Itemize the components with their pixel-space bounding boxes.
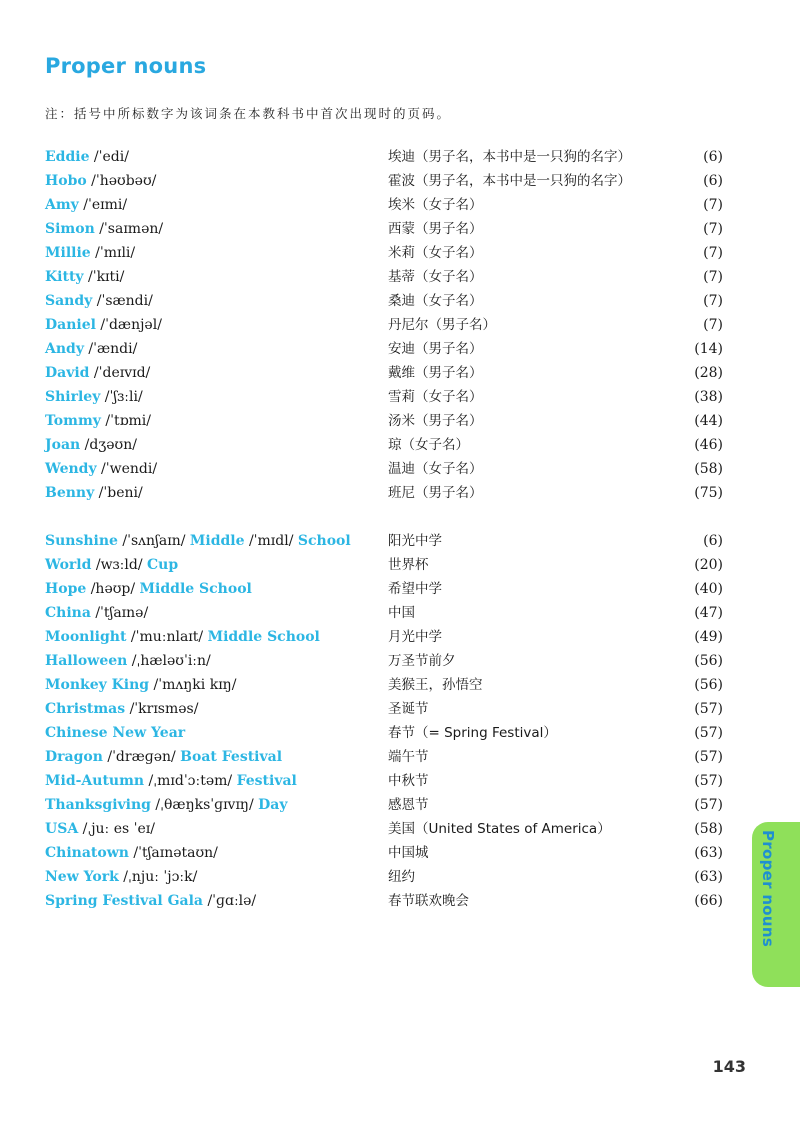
entry-page: (57): [694, 797, 723, 813]
entry-term: [45, 866, 197, 888]
entry-translation: 西蒙（男子名）: [388, 221, 483, 237]
entry-word: Simon: [45, 221, 95, 237]
entry-page: (63): [694, 845, 723, 861]
entry-page: (58): [694, 461, 723, 477]
entry-term: [45, 362, 150, 384]
entry-word: Daniel: [45, 317, 96, 333]
entry-row: [0, 794, 800, 816]
entry-term: [45, 578, 252, 600]
entry-term: [45, 434, 137, 456]
entry-phonetic: /ˈændi/: [83, 341, 138, 357]
entry-phonetic: /ˈsændi/: [92, 293, 153, 309]
entry-page: (7): [703, 245, 723, 261]
entry-page: (47): [694, 605, 723, 621]
entry-translation: 丹尼尔（男子名）: [388, 317, 496, 333]
entry-word: Sunshine: [45, 533, 118, 549]
entry-row: [0, 554, 800, 576]
entry-row: [0, 242, 800, 264]
entry-row: [0, 410, 800, 432]
entry-phonetic: /ˈbeni/: [94, 485, 143, 501]
entry-row: [0, 194, 800, 216]
entry-row: [0, 290, 800, 312]
entry-phonetic: /ˈtʃaɪnətaʊn/: [128, 845, 218, 861]
entry-page: (75): [694, 485, 723, 501]
entry-word: Chinatown: [45, 845, 129, 861]
entry-page: (58): [694, 821, 723, 837]
entry-row: [0, 386, 800, 408]
entry-phonetic: /ˈmɪli/: [90, 245, 136, 261]
entry-translation: 埃迪（男子名，本书中是一只狗的名字）: [388, 149, 631, 165]
entry-row: [0, 530, 800, 552]
entry-page: (57): [694, 725, 723, 741]
entry-row: [0, 866, 800, 888]
entry-page: (7): [703, 221, 723, 237]
entry-translation: 安迪（男子名）: [388, 341, 483, 357]
entry-page: (7): [703, 269, 723, 285]
entry-term: [45, 626, 320, 648]
entry-translation: 春节联欢晚会: [388, 893, 469, 909]
entry-translation: 中国城: [388, 845, 429, 861]
entry-row: [0, 482, 800, 504]
entry-word: Dragon: [45, 749, 103, 765]
entry-row: [0, 170, 800, 192]
entry-phonetic: /ˈeɪmi/: [78, 197, 128, 213]
entry-word: Middle School: [139, 581, 252, 597]
entry-word: Benny: [45, 485, 95, 501]
entry-word: Tommy: [45, 413, 101, 429]
entry-term: [45, 674, 236, 696]
entry-row: [0, 458, 800, 480]
entry-row: [0, 890, 800, 912]
entry-word: Day: [258, 797, 288, 813]
entry-word: Hobo: [45, 173, 87, 189]
entry-term: [45, 218, 163, 240]
entry-translation: 月光中学: [388, 629, 442, 645]
page-title: Proper nouns: [45, 54, 207, 78]
entry-phonetic: /ˈsʌnʃaɪn/: [117, 533, 190, 549]
entry-term: [45, 530, 351, 552]
entry-term: [45, 146, 129, 168]
entry-word: New York: [45, 869, 119, 885]
entry-phonetic: /ˈdeɪvɪd/: [89, 365, 151, 381]
entry-term: [45, 602, 148, 624]
entry-phonetic: /ˌjuː es ˈeɪ/: [78, 821, 155, 837]
entry-page: (7): [703, 317, 723, 333]
entry-word: Wendy: [45, 461, 97, 477]
entry-row: [0, 218, 800, 240]
entry-translation: 美猴王，孙悟空: [388, 677, 483, 693]
entry-term: [45, 266, 124, 288]
entry-row: [0, 770, 800, 792]
entry-phonetic: /ˈtɒmi/: [100, 413, 151, 429]
entry-translation: 班尼（男子名）: [388, 485, 483, 501]
entry-phonetic: /ˈɡɑːlə/: [203, 893, 257, 909]
entry-page: (56): [694, 677, 723, 693]
entry-translation: 汤米（男子名）: [388, 413, 483, 429]
entry-page: (57): [694, 773, 723, 789]
entry-page: (6): [703, 533, 723, 549]
entry-word: Hope: [45, 581, 87, 597]
entry-phonetic: /ˈwendi/: [96, 461, 158, 477]
entry-translation: 春节（= Spring Festival）: [388, 725, 557, 741]
entry-page: (7): [703, 293, 723, 309]
entry-page: (56): [694, 653, 723, 669]
entry-phonetic: /ˈdræɡən/: [102, 749, 181, 765]
entry-row: [0, 578, 800, 600]
entry-term: [45, 290, 153, 312]
entry-word: Mid-Autumn: [45, 773, 145, 789]
entry-row: [0, 362, 800, 384]
entry-row: [0, 314, 800, 336]
entry-page: (63): [694, 869, 723, 885]
entry-phonetic: /ˈtʃaɪnə/: [90, 605, 149, 621]
entry-translation: 戴维（男子名）: [388, 365, 483, 381]
entry-page: (28): [694, 365, 723, 381]
entry-term: [45, 554, 178, 576]
entry-translation: 琼（女子名）: [388, 437, 469, 453]
entry-word: Middle School: [207, 629, 320, 645]
entry-row: [0, 434, 800, 456]
entry-row: [0, 698, 800, 720]
entry-row: [0, 842, 800, 864]
entry-phonetic: /dʒəʊn/: [80, 437, 137, 453]
entry-term: [45, 842, 218, 864]
entry-word: Festival: [236, 773, 297, 789]
entry-translation: 桑迪（女子名）: [388, 293, 483, 309]
entry-word: Monkey King: [45, 677, 150, 693]
entry-translation: 感恩节: [388, 797, 429, 813]
entry-term: [45, 194, 127, 216]
entry-term: [45, 818, 155, 840]
entry-term: [45, 314, 162, 336]
entry-row: [0, 722, 800, 744]
entry-word: Millie: [45, 245, 91, 261]
entry-word: Shirley: [45, 389, 101, 405]
entry-word: Spring Festival Gala: [45, 893, 203, 909]
entry-term: [45, 722, 185, 744]
entry-term: [45, 746, 282, 768]
entry-phonetic: /ˈkrɪsməs/: [125, 701, 199, 717]
entry-word: Moonlight: [45, 629, 127, 645]
entry-page: (6): [703, 149, 723, 165]
entry-term: [45, 338, 137, 360]
entry-page: (57): [694, 749, 723, 765]
entry-translation: 米莉（女子名）: [388, 245, 483, 261]
entry-word: Middle: [189, 533, 245, 549]
entry-phonetic: /ˈkɪti/: [83, 269, 125, 285]
entry-word: Eddie: [45, 149, 90, 165]
entry-term: [45, 242, 135, 264]
entry-word: Cup: [147, 557, 179, 573]
entry-phonetic: /ˌhæləʊˈiːn/: [127, 653, 211, 669]
entry-phonetic: /ˈmɪdl/: [244, 533, 298, 549]
entry-page: (14): [694, 341, 723, 357]
entry-term: [45, 482, 143, 504]
entry-word: School: [297, 533, 351, 549]
entry-phonetic: /ˈedi/: [89, 149, 129, 165]
entry-phonetic: /wɜːld/: [91, 557, 148, 573]
entry-word: David: [45, 365, 90, 381]
entry-word: Halloween: [45, 653, 128, 669]
entry-phonetic: /ˌnjuː ˈjɔːk/: [118, 869, 198, 885]
entry-term: [45, 794, 287, 816]
entry-translation: 纽约: [388, 869, 415, 885]
entry-page: (38): [694, 389, 723, 405]
entry-translation: 万圣节前夕: [388, 653, 456, 669]
entry-page: (57): [694, 701, 723, 717]
entry-word: Chinese New Year: [45, 725, 186, 741]
entry-translation: 希望中学: [388, 581, 442, 597]
entry-word: Boat Festival: [180, 749, 283, 765]
entry-row: [0, 338, 800, 360]
entry-phonetic: /həʊp/: [86, 581, 140, 597]
entry-term: [45, 386, 143, 408]
page-number: 143: [712, 1057, 746, 1076]
entry-term: [45, 458, 157, 480]
entry-row: [0, 746, 800, 768]
entry-term: [45, 890, 256, 912]
entry-word: Joan: [45, 437, 81, 453]
entry-phonetic: /ˈʃɜːli/: [100, 389, 143, 405]
entry-translation: 中国: [388, 605, 415, 621]
entry-term: [45, 650, 211, 672]
entry-word: World: [45, 557, 92, 573]
note: 注：括号中所标数字为该词条在本教科书中首次出现时的页码。: [45, 106, 452, 121]
entry-row: [0, 602, 800, 624]
entry-word: USA: [45, 821, 79, 837]
entry-row: [0, 146, 800, 168]
entry-word: Kitty: [45, 269, 84, 285]
entry-word: Christmas: [45, 701, 126, 717]
side-tab-label: Proper nouns: [759, 830, 777, 948]
entry-phonetic: /ˈmuːnlaɪt/: [126, 629, 208, 645]
entry-translation: 霍波（男子名，本书中是一只狗的名字）: [388, 173, 631, 189]
entry-word: Amy: [45, 197, 79, 213]
entry-translation: 基蒂（女子名）: [388, 269, 483, 285]
entry-row: [0, 650, 800, 672]
entry-page: (66): [694, 893, 723, 909]
entry-translation: 阳光中学: [388, 533, 442, 549]
entry-page: (7): [703, 197, 723, 213]
entry-word: Sandy: [45, 293, 93, 309]
entry-page: (46): [694, 437, 723, 453]
entry-translation: 温迪（女子名）: [388, 461, 483, 477]
entry-translation: 雪莉（女子名）: [388, 389, 483, 405]
entry-page: (40): [694, 581, 723, 597]
entry-page: (49): [694, 629, 723, 645]
entry-term: [45, 770, 297, 792]
entry-word: Andy: [45, 341, 84, 357]
entry-phonetic: /ˈmʌŋki kɪŋ/: [149, 677, 237, 693]
entry-row: [0, 266, 800, 288]
entry-phonetic: /ˌmɪdˈɔːtəm/: [144, 773, 237, 789]
entry-word: China: [45, 605, 91, 621]
entry-page: (20): [694, 557, 723, 573]
entry-term: [45, 170, 156, 192]
entry-translation: 美国（United States of America）: [388, 821, 611, 837]
entry-phonetic: /ˈsaɪmən/: [94, 221, 164, 237]
entry-phonetic: /ˈdænjəl/: [95, 317, 162, 333]
entry-phonetic: /ˈhəʊbəʊ/: [86, 173, 157, 189]
entry-phonetic: /ˌθæŋksˈɡɪvɪŋ/: [150, 797, 259, 813]
entry-page: (6): [703, 173, 723, 189]
entry-word: Thanksgiving: [45, 797, 151, 813]
entry-row: [0, 626, 800, 648]
entry-translation: 中秋节: [388, 773, 429, 789]
entry-translation: 端午节: [388, 749, 429, 765]
entry-row: [0, 674, 800, 696]
entry-term: [45, 698, 198, 720]
entry-term: [45, 410, 151, 432]
entry-page: (44): [694, 413, 723, 429]
entry-translation: 圣诞节: [388, 701, 429, 717]
entry-row: [0, 818, 800, 840]
entry-translation: 埃米（女子名）: [388, 197, 483, 213]
entry-translation: 世界杯: [388, 557, 429, 573]
